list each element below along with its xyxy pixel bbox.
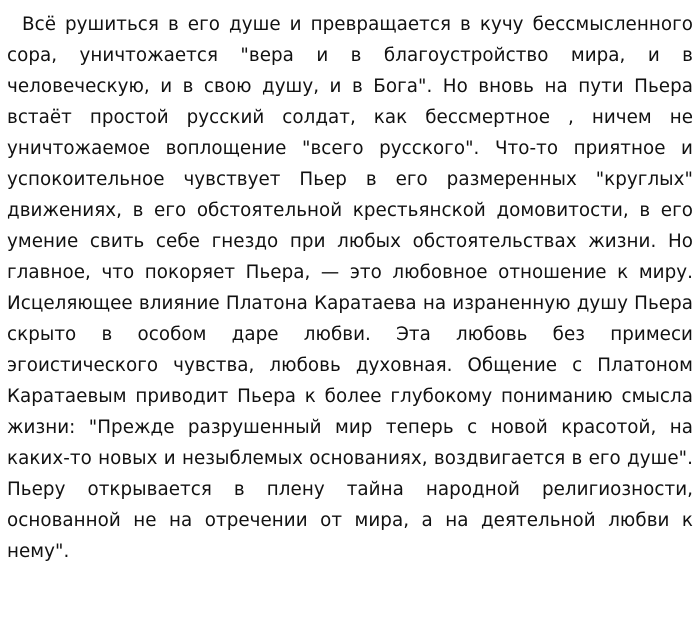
body-paragraph: Всё рушиться в его душе и превращается в кучу бессмысленного сора, уничтожается "вера и в благоустройство мира, и в человеческую, и в свою душу, и в Бога". Но вновь на пути Пьера встаёт простой русский солдат, как бессмертное , ничем не уничтожаемое воплощение "всего русского". Что-то приятное и успокоительное чувствует Пьер в его размеренных "круглых" движениях, в его обстоятельной крестьянской домовитости, в его умение свить себе гнездо при любых обстоятельствах жизни. Но главное, что покоряет Пьера, — это любовное отношение к миру. Исцеляющее влияние Платона Каратаева на израненную душу Пьера скрыто в особом даре любви. Эта любовь без примеси эгоистического чувства, любовь духовная. Общение с Платоном Каратаевым приводит Пьера к более глубокому пониманию смысла жизни: "Прежде разрушенный мир теперь с новой красотой, на каких-то новых и незыблемых основаниях, воздвигается в его душе". Пьеру открывается в плену тайна народной религиозности, основанной не на отречении от мира, а на деятельной любви к нему". [7, 14, 693, 562]
